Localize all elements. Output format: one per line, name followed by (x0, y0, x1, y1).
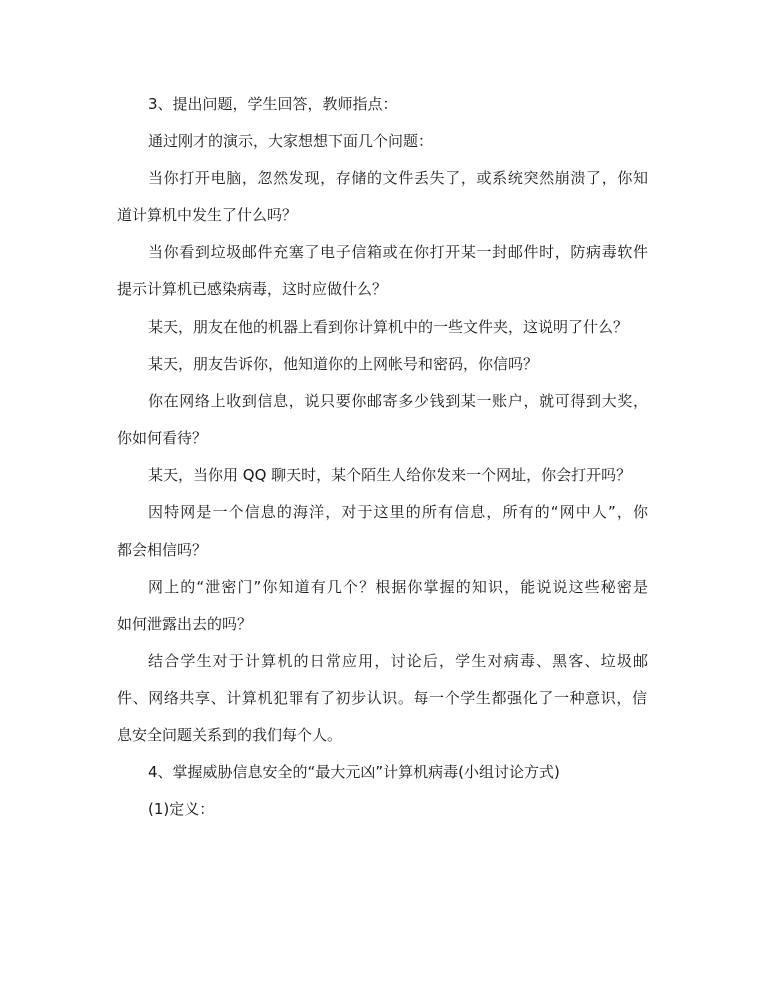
paragraph-line: 某天，当你用 QQ 聊天时，某个陌生人给你发来一个网址，你会打开吗？ (148, 466, 632, 484)
paragraph-line: 通过刚才的演示，大家想想下面几个问题： (148, 132, 434, 150)
paragraph-line: 如何泄露出去的吗？ (117, 615, 253, 633)
paragraph-line: 提示计算机已感染病毒，这时应做什么？ (117, 280, 388, 298)
paragraph-line: 都会相信吗？ (117, 541, 208, 559)
section-heading-3: 3、提出问题，学生回答，教师指点： (148, 95, 398, 113)
paragraph-line: 你在网络上收到信息，说只要你邮寄多少钱到某一账户，就可得到大奖， (148, 392, 648, 410)
paragraph-line: 某天，朋友告诉你，他知道你的上网帐号和密码，你信吗？ (148, 355, 539, 373)
paragraph-line: 结合学生对于计算机的日常应用，讨论后，学生对病毒、黑客、垃圾邮 (148, 652, 648, 670)
paragraph-line: 某天，朋友在他的机器上看到你计算机中的一些文件夹，这说明了什么？ (148, 318, 629, 336)
paragraph-line: 件、网络共享、计算机犯罪有了初步认识。每一个学生都强化了一种意识，信 (117, 689, 647, 707)
paragraph-line: 当你打开电脑，忽然发现，存储的文件丢失了，或系统突然崩溃了，你知 (148, 169, 648, 187)
paragraph-line: 因特网是一个信息的海洋，对于这里的所有信息，所有的“网中人”，你 (148, 503, 648, 521)
section-heading-4: 4、掌握威胁信息安全的“最大元凶”计算机病毒(小组讨论方式) (148, 763, 560, 781)
paragraph-line: 你如何看待？ (117, 429, 208, 447)
subheading-definition: (1)定义： (148, 800, 215, 818)
paragraph-line: 当你看到垃圾邮件充塞了电子信箱或在你打开某一封邮件时，防病毒软件 (148, 243, 648, 261)
paragraph-line: 道计算机中发生了什么吗？ (117, 206, 298, 224)
paragraph-line: 网上的“泄密门”你知道有几个？根据你掌握的知识，能说说这些秘密是 (148, 578, 648, 596)
paragraph-line: 息安全问题关系到的我们每个人。 (117, 726, 343, 744)
